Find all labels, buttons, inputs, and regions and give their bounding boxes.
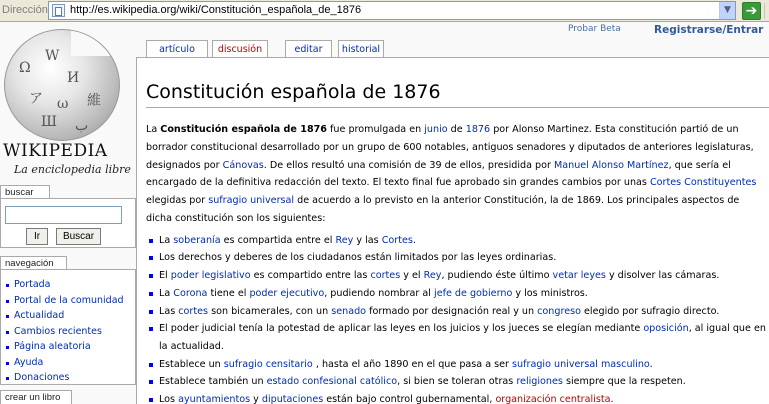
link-corona[interactable]: Corona	[173, 287, 208, 299]
page-title: Constitución española de 1876	[146, 81, 441, 103]
list-item: Los ayuntamientos y diputaciones están bajo control gubernamental, organización centralista.	[146, 391, 768, 404]
list-item: La soberanía es compartida entre el Rey y las Cortes.	[146, 232, 768, 250]
list-item: Los derechos y deberes de los ciudadanos están limitados por las leyes ordinarias.	[146, 249, 768, 267]
nav-item-portada[interactable]: Portada	[1, 277, 135, 293]
link-oposicion[interactable]: oposición	[643, 323, 689, 335]
link-cortes[interactable]: Cortes	[381, 234, 413, 246]
probar-beta-link[interactable]: Probar Beta	[568, 24, 621, 34]
address-label: Dirección	[2, 4, 48, 16]
intro-paragraph: La Constitución española de 1876 fue promulgada en junio de 1876 por Alonso Martinez. Esta constitución partió de un borrador constitucional desarrollado por un grupo de 600 notables, antiguos senadores y diputados de anteriores legislaturas, designados por Cánovas. De ellos resultó una comisión de 39 de ellos, presidida por Manuel Alonso Martínez, que sería el encargado de la definitiva redacción del texto. El texto final fue aprobado sin grandes cambios por unas Cortes Constituyentes elegidas por sufragio universal de acuerdo a lo previsto en la anterior Constitución, la de 1869. Los principales aspectos de dicha constitución son los siguientes:	[146, 124, 757, 224]
search-portlet	[0, 198, 136, 248]
link-sufragio-universal[interactable]: sufragio universal	[208, 195, 295, 207]
nav-item-donaciones[interactable]: Donaciones	[1, 370, 135, 386]
link-rey[interactable]: Rey	[335, 234, 354, 246]
register-login-link[interactable]: Registrarse/Entrar	[654, 24, 764, 36]
link-1876[interactable]: 1876	[465, 124, 491, 135]
link-manuel-alonso-martinez[interactable]: Manuel Alonso Martínez	[553, 159, 669, 171]
title-divider	[146, 107, 769, 108]
link-organizacion-centralista[interactable]: organización centralista	[495, 394, 611, 404]
link-diputaciones[interactable]: diputaciones	[261, 394, 324, 404]
link-estado-confesional[interactable]: estado confesional católico	[266, 376, 398, 388]
link-vetar-leyes[interactable]: vetar leyes	[552, 270, 606, 282]
url-field[interactable]	[48, 1, 736, 20]
link-rey[interactable]: Rey	[423, 270, 442, 282]
toolbar-separator	[764, 3, 769, 19]
search-button[interactable]: Buscar	[56, 228, 101, 245]
article-content	[136, 57, 769, 404]
tab-discusion-label[interactable]: discusión	[217, 44, 263, 55]
link-congreso[interactable]: congreso	[537, 305, 581, 317]
nav-item-portal[interactable]: Portal de la comunidad	[1, 293, 135, 309]
search-input[interactable]	[5, 206, 122, 224]
tab-historial-label[interactable]: historial	[341, 44, 381, 55]
link-junio[interactable]: junio	[424, 124, 448, 135]
wordmark: WIKIPEDIA	[3, 141, 108, 161]
tagline: La enciclopedia libre	[14, 163, 131, 176]
list-item: El poder legislativo es compartido entre las cortes y el Rey, pudiendo éste último vetar leyes y disolver las cámaras.	[146, 267, 768, 285]
toolbox-heading: crear un libro	[0, 390, 72, 404]
article-body	[146, 121, 768, 404]
link-religiones[interactable]: religiones	[516, 376, 563, 388]
link-ayuntamientos[interactable]: ayuntamientos	[178, 394, 251, 404]
link-poder-legislativo[interactable]: poder legislativo	[170, 270, 251, 282]
list-item: Establece también un estado confesional católico, si bien se toleran otras religiones siempre que la respeten.	[146, 373, 768, 391]
aspects-list	[146, 232, 768, 404]
list-item: El poder judicial tenía la potestad de aplicar las leyes en los juicios y los jueces se elegían mediante oposición, al igual que en la actualidad.	[146, 320, 768, 355]
link-cortes[interactable]: cortes	[178, 305, 209, 317]
link-sufragio-censitario[interactable]: sufragio censitario	[223, 358, 313, 370]
link-senado[interactable]: senado	[331, 305, 367, 317]
puzzle-globe-icon: Ω W И ア ω 維 Ш ب	[4, 29, 120, 141]
navigation-portlet	[0, 269, 136, 385]
link-soberania[interactable]: soberanía	[173, 234, 221, 246]
chevron-down-icon[interactable]: ▼	[719, 2, 735, 19]
link-sufragio-universal-masculino[interactable]: sufragio universal masculino	[512, 358, 650, 370]
wikipedia-logo[interactable]	[0, 23, 136, 181]
link-jefe-de-gobierno[interactable]: jefe de gobierno	[434, 287, 513, 299]
nav-item-ayuda[interactable]: Ayuda	[1, 355, 135, 371]
tab-historial[interactable]	[338, 40, 384, 58]
go-arrow-icon[interactable]: ➔	[742, 2, 761, 20]
navigation-heading: navegación	[0, 256, 67, 270]
link-canovas[interactable]: Cánovas	[222, 159, 264, 171]
tab-editar-label[interactable]: editar	[294, 44, 323, 55]
nav-item-actualidad[interactable]: Actualidad	[1, 308, 135, 324]
list-item: Establece un sufragio censitario , hasta el año 1890 en el que pasa a ser sufragio universal masculino.	[146, 356, 768, 374]
address-bar	[0, 0, 769, 22]
page-icon	[52, 4, 65, 17]
tab-editar[interactable]	[285, 40, 332, 58]
url-text[interactable]: http://es.wikipedia.org/wiki/Constitución_española_de_1876	[70, 4, 362, 16]
list-item: La Corona tiene el poder ejecutivo, pudiendo nombrar al jefe de gobierno y los ministros.	[146, 285, 768, 303]
list-item: Las cortes son bicamerales, con un senado formado por designación real y un congreso elegido por sufragio directo.	[146, 303, 768, 321]
link-cortes[interactable]: cortes	[370, 270, 401, 282]
nav-item-cambios[interactable]: Cambios recientes	[1, 324, 135, 340]
tab-discusion[interactable]	[212, 40, 268, 58]
tab-articulo-label[interactable]: artículo	[159, 44, 195, 55]
nav-item-aleatoria[interactable]: Página aleatoria	[1, 339, 135, 355]
link-cortes-constituyentes[interactable]: Cortes Constituyentes	[649, 177, 757, 189]
go-button[interactable]: Ir	[26, 228, 48, 245]
search-heading: buscar	[0, 185, 50, 199]
link-poder-ejecutivo[interactable]: poder ejecutivo	[249, 287, 325, 299]
